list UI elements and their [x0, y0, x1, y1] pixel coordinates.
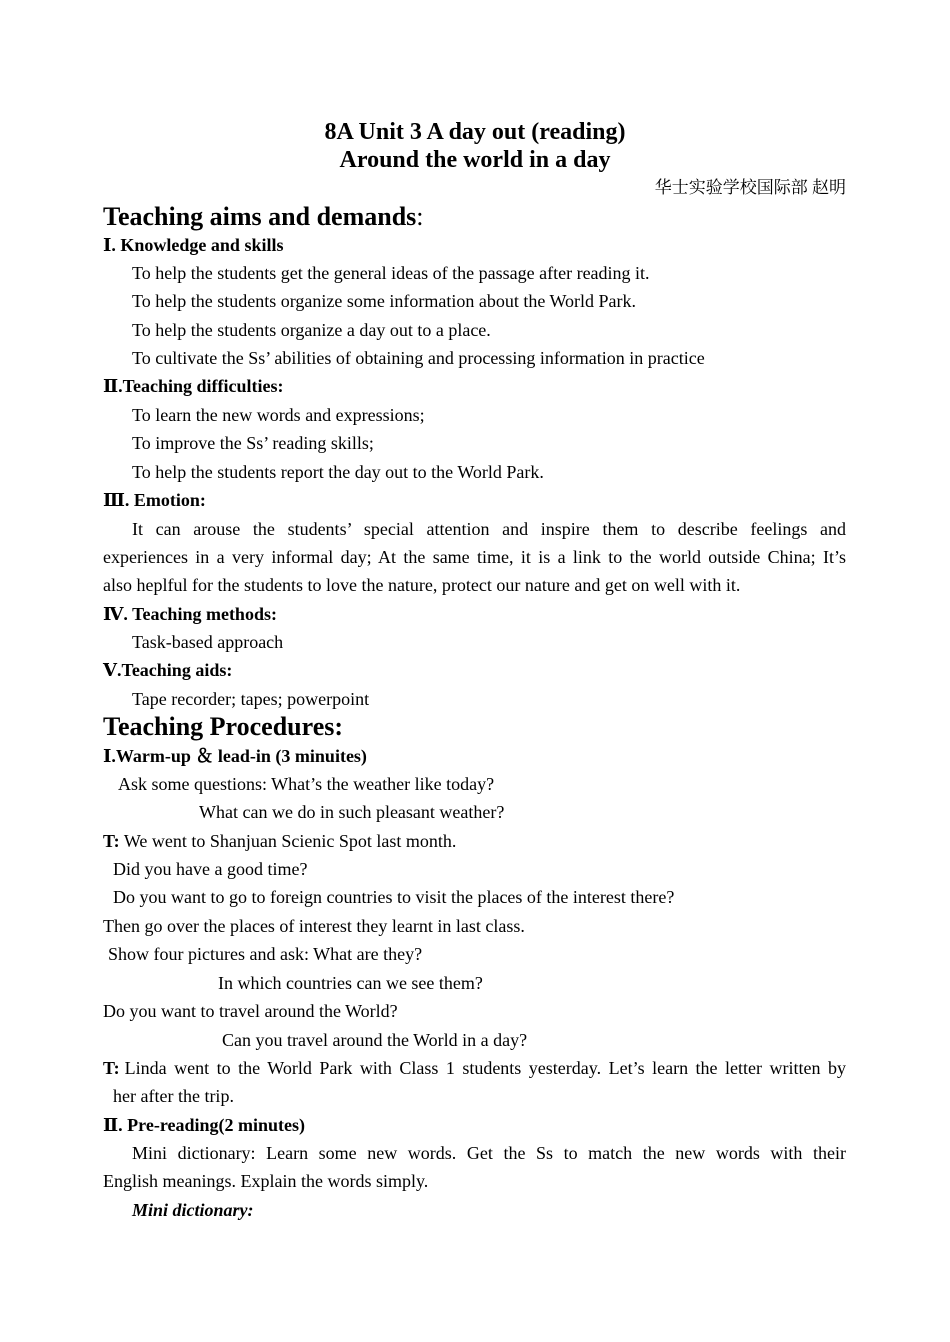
warmup-line: Do you want to travel around the World? [103, 1001, 398, 1021]
knowledge-item: To help the students organize a day out to a place. [132, 320, 491, 340]
methods-text: Task-based approach [132, 632, 284, 652]
knowledge-item: To help the students organize some information about the World Park. [132, 291, 637, 311]
warmup-line: Do you want to go to foreign countries to visit the places of the interest there? [113, 887, 675, 907]
difficulty-item: To improve the Ss’ reading skills; [132, 433, 374, 453]
document-title: 8A Unit 3 A day out (reading) [324, 119, 626, 145]
warmup-line [103, 829, 456, 853]
aids-label: Ⅴ.Teaching aids: [103, 660, 233, 680]
document-subtitle: Around the world in a day [339, 147, 611, 173]
aids-text: Tape recorder; tapes; powerpoint [132, 689, 370, 709]
warmup-line: Then go over the places of interest they learnt in last class. [103, 916, 525, 936]
prereading-line: Mini dictionary: Learn some new words. Get the Ss to match the new words with their [132, 1143, 846, 1163]
teacher-label: T: [103, 831, 120, 851]
emotion-line: It can arouse the students’ special attention and inspire them to describe feelings and [132, 519, 846, 539]
difficulty-item: To help the students report the day out to the World Park. [132, 462, 544, 482]
emotion-label: Ⅲ. Emotion: [103, 490, 206, 510]
aims-heading [103, 201, 424, 233]
prereading-line: English meanings. Explain the words simply. [103, 1171, 429, 1191]
methods-label: Ⅳ. Teaching methods: [103, 604, 277, 624]
knowledge-label: Ⅰ. Knowledge and skills [103, 235, 284, 255]
warmup-line: Can you travel around the World in a day? [222, 1030, 528, 1050]
teacher-label: T: [103, 1058, 120, 1078]
aims-heading-text: Teaching aims and demands [103, 202, 417, 231]
author: 华士实验学校国际部 赵明 [654, 178, 846, 197]
warmup-line: In which countries can we see them? [218, 973, 483, 993]
warmup-line: Show four pictures and ask: What are they? [108, 944, 423, 964]
aims-heading-colon: : [416, 202, 424, 231]
warmup-line: her after the trip. [113, 1086, 234, 1106]
knowledge-item: To help the students get the general ideas of the passage after reading it. [132, 263, 650, 283]
emotion-line: also heplful for the students to love the nature, protect our nature and get on well with it. [103, 575, 741, 595]
emotion-line: experiences in a very informal day; At the same time, it is a link to the world outside China; It’s [103, 547, 846, 567]
knowledge-item: To cultivate the Ss’ abilities of obtaining and processing information in practice [132, 348, 705, 368]
warmup-line-text: Linda went to the World Park with Class 1 students yesterday. Let’s learn the letter written by [124, 1058, 846, 1078]
warmup-line [103, 1056, 846, 1080]
warmup-label: Ⅰ.Warm-up ＆ lead-in (3 minuites) [103, 746, 367, 766]
difficulty-item: To learn the new words and expressions; [132, 405, 425, 425]
warmup-line: Ask some questions: What’s the weather like today? [118, 774, 495, 794]
difficulties-label: Ⅱ.Teaching difficulties: [103, 376, 284, 396]
warmup-line-text: We went to Shanjuan Scienic Spot last month. [123, 831, 457, 851]
prereading-label: Ⅱ. Pre-reading(2 minutes) [103, 1115, 305, 1135]
mini-dictionary-label: Mini dictionary: [132, 1200, 254, 1220]
warmup-line: What can we do in such pleasant weather? [199, 802, 505, 822]
procedures-heading: Teaching Procedures: [103, 712, 344, 741]
warmup-line: Did you have a good time? [113, 859, 308, 879]
